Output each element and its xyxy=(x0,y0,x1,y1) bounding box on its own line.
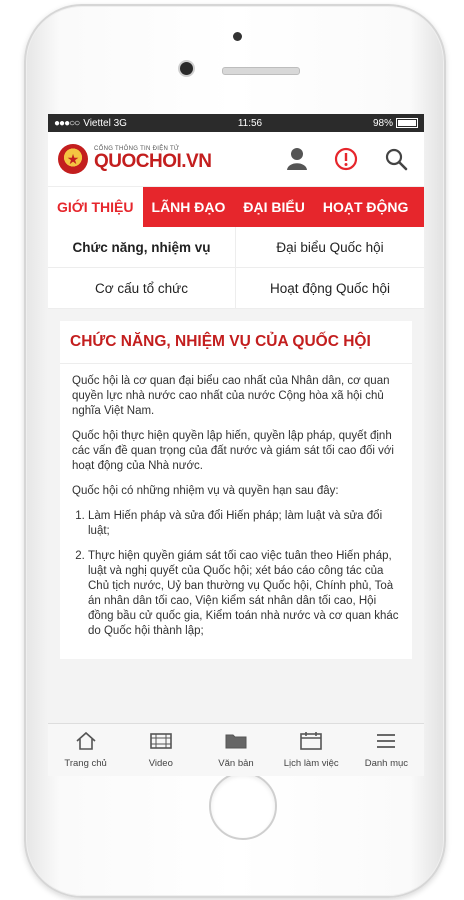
menu-icon xyxy=(375,731,397,754)
nav-categories[interactable] xyxy=(349,724,424,776)
article-card xyxy=(60,321,412,659)
calendar-icon xyxy=(299,731,323,754)
duties-list xyxy=(72,509,400,639)
article-body xyxy=(60,364,412,659)
article-title: CHỨC NĂNG, NHIỆM VỤ CỦA QUỐC HỘI xyxy=(60,321,412,364)
list-item: 2. Thực hiện quyền giám sát tối cao việc tuân theo Hiến pháp, luật và nghị quyết của Quốc hội; xét báo cáo công tác của Chủ tịch nước, Uỷ ban thường vụ Quốc hội, Chính phủ, Toà án nhân dân tối cao, Viện kiểm sát nhân dân tối cao, Hội đồng bầu cử quốc gia, Kiểm toán nhà nước và cơ quan khác do Quốc hội thành lập; xyxy=(88,549,400,639)
home-button[interactable] xyxy=(209,772,277,840)
nav-label: Danh mục xyxy=(364,758,409,769)
content-area xyxy=(48,309,424,741)
info-icon[interactable] xyxy=(334,147,358,171)
main-tabs xyxy=(48,187,424,227)
subnav-hoat-dong[interactable]: Hoạt động Quốc hội xyxy=(236,268,424,309)
nav-label: Văn bản xyxy=(218,758,254,769)
status-bar xyxy=(48,114,424,132)
sub-navigation xyxy=(48,227,424,309)
tab-dai-bieu[interactable]: ĐẠI BIỂU xyxy=(243,199,305,215)
carrier-label: Viettel 3G xyxy=(83,117,127,129)
app-header xyxy=(48,132,424,187)
phone-screen xyxy=(48,114,424,776)
folder-icon xyxy=(224,731,248,754)
article-paragraph: Quốc hội là cơ quan đại biểu cao nhất của Nhân dân, cơ quan quyền lực nhà nước cao nhất của nước Cộng hòa xã hội chủ nghĩa Việt Nam. xyxy=(72,375,390,417)
tab-hoat-dong[interactable]: HOẠT ĐỘNG xyxy=(322,199,409,215)
nav-schedule[interactable] xyxy=(274,724,349,776)
battery-icon xyxy=(396,118,418,128)
nav-label: Lịch làm việc xyxy=(283,758,339,769)
list-item: 1. Làm Hiến pháp và sửa đổi Hiến pháp; làm luật và sửa đổi luật; xyxy=(88,509,400,539)
search-icon[interactable] xyxy=(384,147,408,171)
front-camera xyxy=(180,62,193,75)
tab-lanh-dao[interactable]: LÃNH ĐẠO xyxy=(151,199,226,215)
sensor-dot xyxy=(233,32,242,41)
national-emblem-icon[interactable]: ★ xyxy=(58,144,88,174)
video-icon xyxy=(149,731,173,754)
logo-subtitle: CỔNG THÔNG TIN ĐIỆN TỬ xyxy=(94,146,180,152)
user-icon[interactable] xyxy=(286,147,308,171)
subnav-chuc-nang[interactable]: Chức năng, nhiệm vụ xyxy=(48,227,236,268)
nav-home[interactable] xyxy=(48,724,123,776)
nav-video[interactable] xyxy=(123,724,198,776)
bottom-navigation xyxy=(48,723,424,776)
nav-label: Video xyxy=(148,758,173,769)
earpiece-speaker xyxy=(222,67,300,75)
nav-documents[interactable] xyxy=(198,724,273,776)
signal-icon: ●●●○○ xyxy=(54,117,80,129)
clock: 11:56 xyxy=(237,117,263,129)
subnav-co-cau[interactable]: Cơ cấu tổ chức xyxy=(48,268,236,309)
tab-gioi-thieu[interactable]: GIỚI THIỆU xyxy=(48,187,143,227)
article-paragraph: Quốc hội có những nhiệm vụ và quyền hạn sau đây: xyxy=(72,485,339,497)
logo-title: QUOCHOI.VN xyxy=(94,151,212,172)
nav-label: Trang chủ xyxy=(64,758,107,769)
site-logo[interactable] xyxy=(94,146,211,172)
subnav-dai-bieu[interactable]: Đại biểu Quốc hội xyxy=(236,227,424,268)
article-paragraph: Quốc hội thực hiện quyền lập hiến, quyền lập pháp, quyết định các vấn đề quan trọng của đất nước và giám sát tối cao đối với hoạt động của Nhà nước. xyxy=(72,430,394,472)
home-icon xyxy=(75,731,97,754)
battery-percent: 98% xyxy=(372,117,393,129)
